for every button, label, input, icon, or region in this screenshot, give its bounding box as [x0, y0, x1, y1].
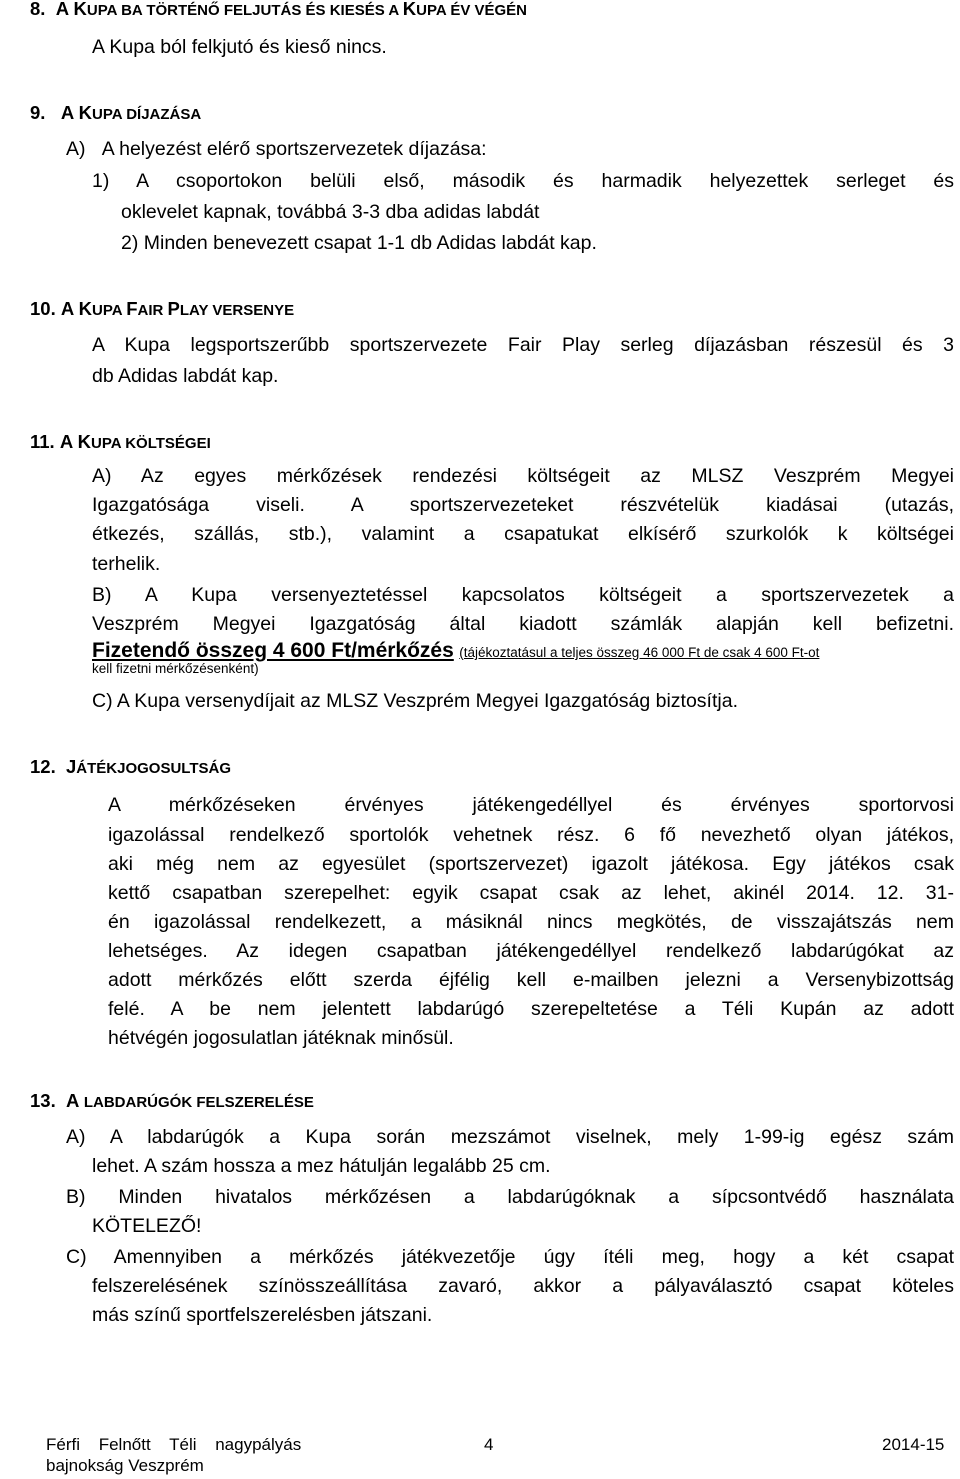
item-label: A)	[66, 138, 86, 160]
section-12-line: lehetséges. Az idegen csapatban játékengedéllyel rendelkező labdarúgókat az	[108, 940, 954, 962]
section-11-a-line: Igazgatósága viseli. A sportszervezeteket részvételük kiadásai (utazás,	[92, 494, 954, 516]
section-number: 9.	[30, 102, 46, 123]
section-12-line: A mérkőzéseken érvényes játékengedéllyel és érvényes sportorvosi	[108, 794, 954, 816]
section-13-c-line: C) Amennyiben a mérkőzés játékvezetője úgy ítéli meg, hogy a két csapat	[66, 1246, 954, 1268]
section-number: 12.	[30, 756, 56, 777]
section-12-line: hétvégén jogosulatlan játéknak minősül.	[108, 1027, 454, 1049]
title-part: LABDARÚGÓK FELSZERELÉSE	[83, 1094, 314, 1111]
title-part: A K	[60, 102, 93, 123]
section-number: 13.	[30, 1090, 56, 1111]
section-9-item1-line1: 1) A csoportokon belüli első, második és harmadik helyezettek serleget és	[92, 170, 954, 192]
title-part: F	[126, 298, 138, 319]
footer-left-line2: bajnokság Veszprém	[46, 1456, 204, 1475]
title-part: A	[66, 1090, 84, 1111]
fee-amount: Fizetendő összeg 4 600 Ft/mérkőzés	[92, 639, 454, 662]
title-part: UPA DÍJAZÁSA	[92, 106, 202, 123]
section-number: 10.	[30, 298, 56, 319]
section-12-line: én igazolással rendelkezett, a másiknál nincs megkötés, de visszajátszás nem	[108, 911, 954, 933]
title-part: J	[66, 756, 77, 777]
section-8-heading	[30, 0, 527, 26]
section-13-c-line: felszerelésének színösszeállítása zavaró, akkor a pályaválasztó csapat köteles	[92, 1275, 954, 1297]
section-13-heading	[30, 1086, 314, 1118]
footer-page-number: 4	[484, 1435, 494, 1454]
section-11-a-line: terhelik.	[92, 553, 161, 575]
section-13-a-line: lehet. A szám hossza a mez hátulján legalább 25 cm.	[92, 1155, 551, 1177]
footer-left-line1: Férfi Felnőtt Téli nagypályás	[46, 1435, 302, 1454]
section-13-b-line: KÖTELEZŐ!	[92, 1215, 202, 1237]
section-10-heading	[30, 294, 294, 326]
section-11-a-line: étkezés, szállás, stb.), valamint a csapatukat elkísérő szurkolók k költségei	[92, 523, 954, 545]
section-9-a	[66, 134, 487, 164]
title-part: LAY VERSENYE	[179, 302, 295, 319]
section-12-line: aki még nem az egyesület (sportszervezet) igazolt játékosa. Egy játékos csak	[108, 853, 954, 875]
section-11-b-line: Veszprém Megyei Igazgatóság által kiadott számlák alapján kell befizetni.	[92, 613, 954, 635]
title-part: P	[167, 298, 180, 319]
fee-note: (tájékoztatásul a teljes összeg 46 000 Ft de csak 4 600 Ft-ot	[459, 645, 820, 660]
section-12-line: felé. A be nem jelentett labdarúgó szerepeltetése a Téli Kupán az adott	[108, 998, 954, 1020]
section-10-line1: A Kupa legsportszerűbb sportszervezete Fair Play serleg díjazásban részesül és 3	[92, 334, 954, 356]
section-9-item2: 2) Minden benevezett csapat 1-1 db Adidas labdát kap.	[121, 232, 597, 254]
section-9-item1-line2: oklevelet kapnak, továbbá 3-3 dba adidas labdát	[121, 201, 540, 223]
section-11-a-line: A) Az egyes mérkőzések rendezési költségeit az MLSZ Veszprém Megyei	[92, 465, 954, 487]
title-part: UPA BA TÖRTÉNŐ FELJUTÁS ÉS KIESÉS A	[86, 2, 403, 19]
section-12-heading	[30, 752, 231, 784]
section-12-line: adott mérkőzés előtt szerda éjfélig kell e-mailben jelezni a Versenybizottság	[108, 969, 954, 991]
title-part: K	[402, 0, 417, 19]
section-13-a-line: A) A labdarúgók a Kupa során mezszámot viselnek, mely 1-99-ig egész szám	[66, 1126, 954, 1148]
section-12-line: kettő csapatban szerepelhet: egyik csapat csak az lehet, akinél 2014. 12. 31-	[108, 882, 954, 904]
title-part: A K	[55, 0, 87, 19]
item-text: A helyezést elérő sportszervezetek díjazása:	[101, 138, 487, 160]
section-11-heading	[30, 427, 211, 459]
footer-season: 2014-15	[882, 1435, 945, 1454]
section-8-body: A Kupa ból felkjutó és kieső nincs.	[92, 36, 387, 58]
section-13-c-line: más színű sportfelszerelésben játszani.	[92, 1304, 433, 1326]
section-13-b-line: B) Minden hivatalos mérkőzésen a labdarúgóknak a sípcsontvédő használata	[66, 1186, 954, 1208]
title-part: ÁTÉKJOGOSULTSÁG	[76, 760, 232, 777]
title-part: A K	[60, 298, 93, 319]
title-part: UPA KÖLTSÉGEI	[91, 435, 211, 452]
section-11-c: C) A Kupa versenydíjait az MLSZ Veszprém Megyei Igazgatóság biztosítja.	[92, 690, 738, 712]
section-10-line2: db Adidas labdát kap.	[92, 365, 279, 387]
section-12-line: igazolással rendelkező sportolók vehetnek rész. 6 fő nevezhető olyan játékos,	[108, 824, 954, 846]
title-part: UPA	[92, 302, 127, 319]
title-part: A K	[59, 431, 92, 452]
title-part: AIR	[137, 302, 168, 319]
section-11-fee-note2: kell fizetni mérkőzésenként)	[92, 661, 259, 676]
section-9-heading	[30, 98, 201, 130]
section-number: 8.	[30, 0, 46, 19]
section-number: 11.	[30, 431, 55, 452]
title-part: UPA ÉV VÉGÉN	[416, 2, 528, 19]
section-11-b-line: B) A Kupa versenyeztetéssel kapcsolatos költségeit a sportszervezetek a	[92, 584, 954, 606]
